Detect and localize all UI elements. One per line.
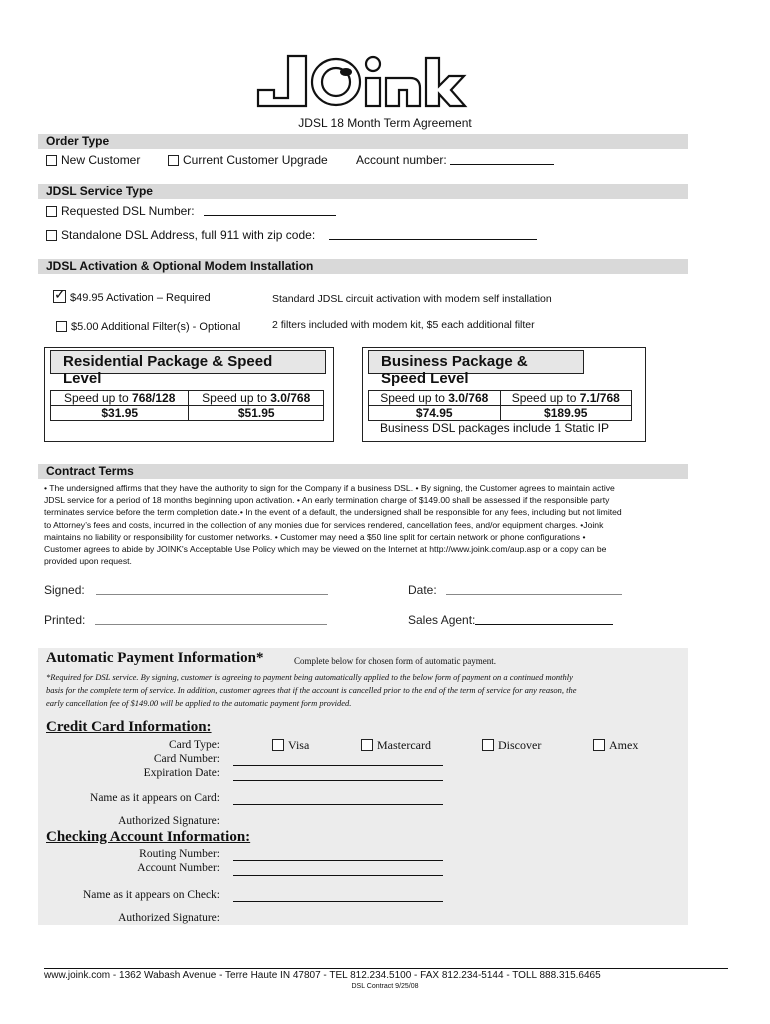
account-number-label: Account Number:	[137, 862, 220, 874]
expiration-line[interactable]	[233, 779, 443, 781]
sales-agent-field[interactable]: Sales Agent:	[408, 613, 613, 627]
activation-option[interactable]: ✓$49.95 Activation – Required	[53, 290, 211, 304]
contract-id: DSL Contract 9/25/08	[351, 983, 419, 990]
card-signature-label: Authorized Signature:	[118, 815, 220, 827]
card-number-label: Card Number:	[153, 753, 220, 765]
name-on-check-label: Name as it appears on Check:	[83, 889, 220, 901]
business-plan-2-speed[interactable]: Speed up to 7.1/768	[500, 391, 632, 406]
order-type-heading: Order Type	[38, 134, 688, 149]
routing-number-label: Routing Number:	[139, 848, 220, 860]
standalone-address-line[interactable]	[329, 239, 537, 240]
contract-line: maintains no liability or responsibility for customer networks. • Customer may need a $50 line split for certain network or phone configurations •	[44, 531, 586, 542]
visa-option[interactable]: Visa	[272, 738, 309, 753]
contract-terms-text	[44, 482, 694, 567]
date-field[interactable]: Date:	[408, 583, 622, 597]
business-plan-1-price: $74.95	[369, 406, 501, 421]
amex-checkbox[interactable]	[593, 739, 605, 751]
residential-speed-table	[50, 390, 324, 421]
mastercard-option[interactable]: Mastercard	[361, 738, 431, 753]
filter-option[interactable]: $5.00 Additional Filter(s) - Optional	[56, 319, 240, 333]
sales-agent-line[interactable]	[475, 624, 613, 625]
card-number-line[interactable]	[233, 764, 443, 766]
account-number-field[interactable]: Account number:	[356, 153, 554, 167]
business-plan-2-price: $189.95	[500, 406, 632, 421]
amex-option[interactable]: Amex	[593, 738, 638, 753]
requested-dsl-option[interactable]: Requested DSL Number:	[46, 204, 336, 218]
payment-instructions: Complete below for chosen form of automatic payment.	[294, 656, 496, 666]
name-on-card-label: Name as it appears on Card:	[90, 792, 220, 804]
routing-number-line[interactable]	[233, 859, 443, 861]
contract-terms-heading: Contract Terms	[38, 464, 688, 479]
filter-checkbox[interactable]	[56, 321, 67, 332]
contract-line: terminates service before the term completion date.• In the event of a default, the undersigned shall be responsible for any fees, including but not limited	[44, 507, 622, 518]
discover-option[interactable]: Discover	[482, 738, 541, 753]
requested-dsl-checkbox[interactable]	[46, 206, 57, 217]
card-type-label: Card Type:	[168, 739, 220, 751]
activation-heading: JDSL Activation & Optional Modem Installation	[38, 259, 688, 274]
check-signature-label: Authorized Signature:	[118, 912, 220, 924]
business-speed-table	[368, 390, 632, 421]
business-static-ip-note: Business DSL packages include 1 Static IP	[380, 421, 610, 435]
requested-dsl-line[interactable]	[204, 215, 336, 216]
signed-field[interactable]: Signed:	[44, 583, 328, 597]
contract-line: to Attorney’s fees and costs, incurred in the collection of any monies due for services rendered, cancellation fees, and/or equipment charges. •Joink	[44, 519, 604, 530]
activation-description: Standard JDSL circuit activation with modem self installation	[272, 293, 552, 305]
residential-plan-2-price: $51.95	[189, 406, 324, 421]
residential-heading: Residential Package & Speed Level	[50, 350, 326, 374]
new-customer-checkbox[interactable]	[46, 155, 57, 166]
automatic-payment-heading: Automatic Payment Information*	[46, 650, 264, 666]
mastercard-checkbox[interactable]	[361, 739, 373, 751]
checking-account-line[interactable]	[233, 874, 443, 876]
residential-plan-1-price: $31.95	[51, 406, 189, 421]
filter-description: 2 filters included with modem kit, $5 each additional filter	[272, 319, 535, 331]
footer-contact: www.joink.com - 1362 Wabash Avenue - Terre Haute IN 47807 - TEL 812.234.5100 - FAX 812.234-5144 - TOLL 888.315.6465	[44, 970, 601, 981]
checking-heading: Checking Account Information:	[46, 829, 251, 845]
standalone-dsl-checkbox[interactable]	[46, 230, 57, 241]
contract-line: • The undersigned affirms that they have the authority to sign for the Company if a business DSL. • By signing, the Customer agrees to maintain active	[44, 483, 615, 493]
footer-divider	[44, 968, 728, 969]
date-line[interactable]	[446, 594, 622, 595]
activation-checkbox[interactable]	[53, 290, 66, 303]
upgrade-option[interactable]: Current Customer Upgrade	[168, 153, 328, 167]
joink-logo	[250, 50, 470, 112]
visa-checkbox[interactable]	[272, 739, 284, 751]
expiration-label: Expiration Date:	[143, 767, 220, 779]
business-heading: Business Package & Speed Level	[368, 350, 584, 374]
contract-line: Customer agrees to abide by JOINK's Acceptable Use Policy which may be viewed on the Internet at http://www.joink.com/aup.asp or a copy can be	[44, 544, 607, 555]
credit-card-heading: Credit Card Information:	[46, 719, 212, 735]
account-number-line[interactable]	[450, 164, 554, 165]
residential-plan-2-speed[interactable]: Speed up to 3.0/768	[189, 391, 324, 406]
signed-line[interactable]	[96, 594, 328, 595]
service-type-heading: JDSL Service Type	[38, 184, 688, 199]
printed-line[interactable]	[95, 624, 327, 625]
discover-checkbox[interactable]	[482, 739, 494, 751]
upgrade-checkbox[interactable]	[168, 155, 179, 166]
document-title: JDSL 18 Month Term Agreement	[298, 116, 472, 130]
printed-field[interactable]: Printed:	[44, 613, 327, 627]
contract-line: provided upon request.	[44, 556, 132, 567]
business-plan-1-speed[interactable]: Speed up to 3.0/768	[369, 391, 501, 406]
new-customer-option[interactable]: New Customer	[46, 153, 140, 167]
standalone-dsl-option[interactable]: Standalone DSL Address, full 911 with zip code:	[46, 228, 537, 242]
name-on-card-line[interactable]	[233, 803, 443, 805]
name-on-check-line[interactable]	[233, 900, 443, 902]
payment-notes: *Required for DSL service. By signing, customer is agreeing to payment being automatically applied to the below form of payment on a continued monthly basis for the complete term of service. In addition, customer agrees that if the account is cancelled prior to the end of the term of service for any reason, the early cancellation fee of $149.00 will be applied to the automatic payment form provided.	[46, 672, 577, 708]
residential-plan-1-speed[interactable]: Speed up to 768/128	[51, 391, 189, 406]
contract-line: JDSL service for a period of 18 months beginning upon activation. • An early termination charge of $149.00 shall be assessed if the responsible party	[44, 495, 610, 506]
